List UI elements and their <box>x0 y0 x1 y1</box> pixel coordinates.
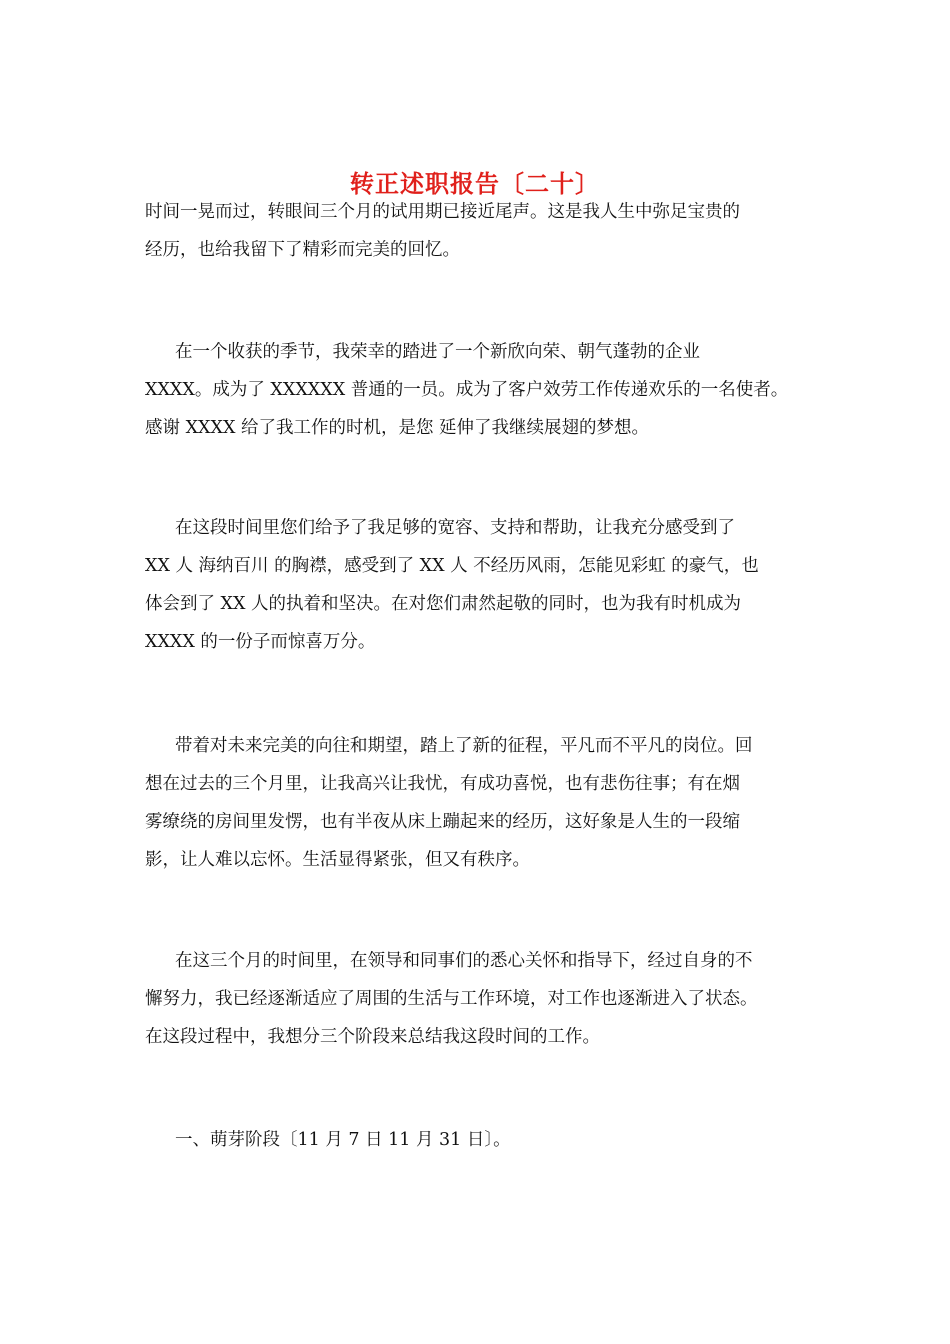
paragraph-line: 在这三个月的时间里，在领导和同事们的悉心关怀和指导下，经过自身的不 <box>175 951 753 971</box>
paragraph-line: 在这段时间里您们给予了我足够的宽容、支持和帮助，让我充分感受到了 <box>175 518 735 538</box>
paragraph-line: 带着对未来完美的向往和期望，踏上了新的征程，平凡而不平凡的岗位。回 <box>175 736 753 756</box>
paragraph-line: XX 人 海纳百川 的胸襟，感受到了 XX 人 不经历风雨，怎能见彩虹 的豪气，也 <box>145 556 759 576</box>
section-heading-text: 一、萌芽阶段〔11 月 7 日 11 月 31 日〕。 <box>175 1130 511 1150</box>
paragraph-line: 想在过去的三个月里，让我高兴让我忧，有成功喜悦，也有悲伤往事；有在烟 <box>145 774 740 794</box>
document-title: 转正述职报告〔二十〕 <box>350 169 600 199</box>
paragraph-line: XXXX 的一份子而惊喜万分。 <box>145 632 376 652</box>
paragraph-line: 在这段过程中，我想分三个阶段来总结我这段时间的工作。 <box>145 1027 600 1047</box>
paragraph-line: 雾缭绕的房间里发愣，也有半夜从床上蹦起来的经历，这好象是人生的一段缩 <box>145 812 740 832</box>
paragraph-line: 体会到了 XX 人的执着和坚决。在对您们肃然起敬的同时，也为我有时机成为 <box>145 594 742 614</box>
paragraph-4 <box>145 727 810 879</box>
paragraph-line: 影，让人难以忘怀。生活显得紧张，但又有秩序。 <box>145 850 530 870</box>
section-heading-1 <box>145 1121 810 1159</box>
paragraph-5 <box>145 942 810 1056</box>
paragraph-line: 在一个收获的季节，我荣幸的踏进了一个新欣向荣、朝气蓬勃的企业 <box>175 342 700 362</box>
paragraph-line: 懈努力，我已经逐渐适应了周围的生活与工作环境，对工作也逐渐进入了状态。 <box>145 989 758 1009</box>
paragraph-line: 时间一晃而过，转眼间三个月的试用期已接近尾声。这是我人生中弥足宝贵的 <box>145 202 740 222</box>
paragraph-line: XXXX。成为了 XXXXXX 普通的一员。成为了客户效劳工作传递欢乐的一名使者。 <box>145 380 789 400</box>
paragraph-2 <box>145 333 810 447</box>
paragraph-line: 感谢 XXXX 给了我工作的时机，是您 延伸了我继续展翅的梦想。 <box>145 418 650 438</box>
paragraph-3 <box>145 509 810 661</box>
paragraph-1 <box>145 193 810 269</box>
paragraph-line: 经历，也给我留下了精彩而完美的回忆。 <box>145 240 460 260</box>
